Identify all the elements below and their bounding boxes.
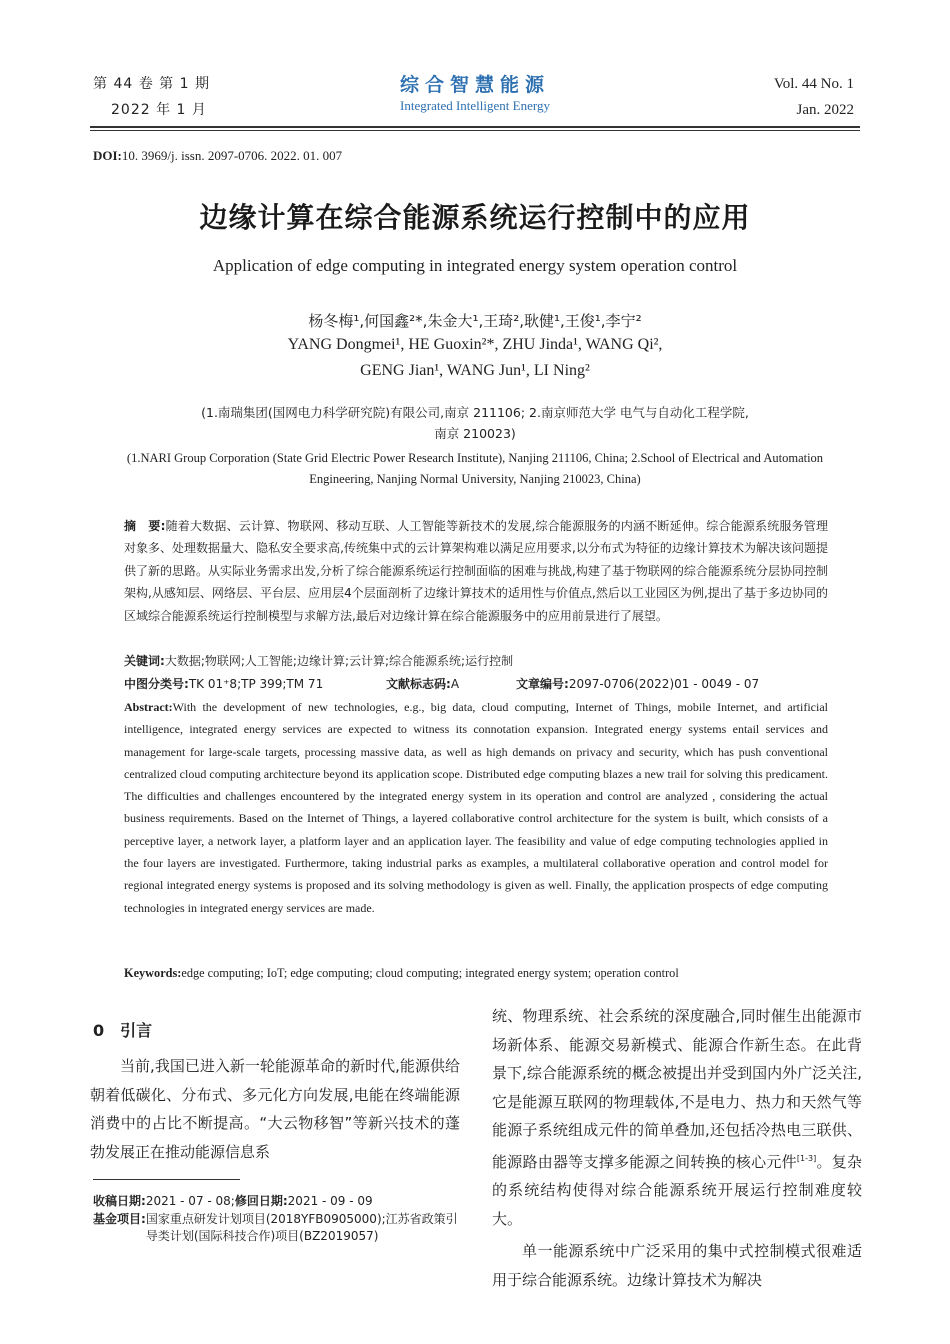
received-date: 2021 - 07 - 08; [145, 1194, 235, 1208]
header-rule-thin [90, 130, 860, 131]
paper-title-cn: 边缘计算在综合能源系统运行控制中的应用 [199, 201, 751, 234]
footnote-divider [93, 1179, 240, 1180]
doc-code-value: A [450, 677, 460, 691]
clc-value: TK 01⁺8;TP 399;TM 71 [188, 677, 324, 691]
revised-date: 2021 - 09 - 09 [287, 1194, 373, 1208]
abstract-cn-label: 摘 要: [124, 519, 166, 533]
affiliation-en: (1.NARI Group Corporation (State Grid Electric Power Research Institute), Nanjing 211106, China; 2.School of Electrical and Automation Engineering, Nanjing Normal University, Nanjing 210023, China) [126, 451, 824, 486]
date-en: Jan. 2022 [796, 102, 854, 118]
para-text-a: 统、物理系统、社会系统的深度融合,同时催生出能源市场新体系、能源交易新模式、能源合作新生态。在此背景下,综合能源系统的概念被提出并受到国内外广泛关注,它是能源互联网的物理载体,不是电力、热力和天然气等能源子系统组成元件的简单叠加,还包括冷热电三联供、能源路由器等支撑多能源之间转换的核心元件 [492, 1007, 862, 1171]
abstract-cn-text: 随着大数据、云计算、物联网、移动互联、人工智能等新技术的发展,综合能源服务的内涵不断延伸。综合能源系统服务管理对象多、处理数据量大、隐私安全要求高,传统集中式的云计算架构难以满足应用要求,以分布式为特征的边缘计算技术为解决该问题提供了新的思路。从实际业务需求出发,分析了综合能源系统运行控制面临的困难与挑战,构建了基于物联网的综合能源系统分层协同控制架构,从感知层、网络层、平台层、应用层4个层面剖析了边缘计算技术的适用性与价值点,然后以工业园区为例,提出了基于多边协同的区域综合能源系统运行控制模型与求解方法,最后对边缘计算在综合能源服务中的应用前景进行了展望。 [124, 519, 828, 623]
volume-issue-en: Vol. 44 No. 1 [773, 76, 854, 92]
journal-volume-cn [93, 71, 210, 123]
keywords-en [124, 966, 679, 981]
classification-line [124, 675, 828, 692]
keywords-cn [124, 652, 513, 669]
abstract-en-text: With the development of new technologies, e.g., big data, cloud computing, Internet of Things, mobile Internet, and artificial intelligence, integrated energy services are expected to witness its connotation expansion. Integrated energy systems entail services and management for large-scale targets, processing massive data, as well as high demands on privacy and security, which has push conventional centralized cloud computing architecture beyond its application scope. Distributed edge computing blazes a new trail for solving this predicament. The difficulties and challenges encountered by the integrated energy system in its operation and control are analyzed , considering the actual business requirements. Based on the Internet of Things, a layered collaborative control architecture for the system is built, which consists of a perceptive layer, a network layer, a platform layer and an application layer. The feasibility and value of edge computing technologies applied in the four layers are investigated. Furthermore, taking industrial parks as examples, a multilateral collaborative operation and control model for regional integrated energy systems is proposed and its solving methodology is given as well. Finally, the application prospects of edge computing technologies in integrated energy services are made. [124, 700, 828, 915]
header-rule-thick [90, 126, 860, 128]
body-paragraph-right-1 [492, 1002, 862, 1233]
abstract-en-label: Abstract: [124, 700, 173, 714]
article-number-value: 2097-0706(2022)01 - 0049 - 07 [568, 677, 760, 691]
section-heading-introduction: 0 引言 [93, 1021, 153, 1040]
abstract-cn [124, 515, 828, 627]
journal-name-cn: 综合智慧能源 [399, 74, 550, 96]
authors-cn: 杨冬梅¹,何国鑫²*,朱金大¹,王琦²,耿健¹,王俊¹,李宁² [308, 312, 642, 330]
fund-value: 国家重点研发计划项目(2018YFB0905000);江苏省政策引导类计划(国际科技合作)项目(BZ2019057) [145, 1211, 458, 1243]
citation-1-3[interactable]: [1-3] [796, 1153, 817, 1163]
journal-logo [300, 70, 650, 114]
date-cn: 2022 年 1 月 [111, 102, 207, 118]
doi-value: 10. 3969/j. issn. 2097-0706. 2022. 01. 007 [121, 148, 343, 163]
volume-issue-cn: 第 44 卷 第 1 期 [93, 76, 210, 92]
affiliation-cn: (1.南瑞集团(国网电力科学研究院)有限公司,南京 211106; 2.南京师范大学 电气与自动化工程学院, 南京 210023) [201, 405, 749, 441]
keywords-en-text: edge computing; IoT; edge computing; cloud computing; integrated energy system; operation control [181, 966, 679, 980]
article-number-label: 文章编号: [516, 677, 569, 691]
doc-code-label: 文献标志码: [386, 677, 451, 691]
doi-line [93, 148, 342, 164]
clc-label: 中图分类号: [124, 677, 189, 691]
journal-name-en: Integrated Intelligent Energy [400, 98, 550, 113]
keywords-cn-label: 关键词: [124, 654, 165, 668]
authors-en-line1: YANG Dongmei¹, HE Guoxin²*, ZHU Jinda¹, WANG Qi², [287, 336, 663, 353]
body-paragraph-right-2: 单一能源系统中广泛采用的集中式控制模式很难适用于综合能源系统。边缘计算技术为解决 [492, 1242, 862, 1289]
body-column-right [492, 1002, 862, 1294]
footnote [93, 1193, 463, 1246]
fund-label: 基金项目: [93, 1211, 146, 1226]
doi-label: DOI: [93, 148, 122, 163]
received-label: 收稿日期: [93, 1194, 146, 1208]
paper-title-en: Application of edge computing in integrated energy system operation control [212, 256, 738, 275]
body-paragraph-left: 当前,我国已进入新一轮能源革命的新时代,能源供给朝着低碳化、分布式、多元化方向发展,电能在终端能源消费中的占比不断提高。“大云物移智”等新兴技术的蓬勃发展正在推动能源信息系 [90, 1057, 460, 1161]
journal-volume-en [774, 71, 854, 123]
keywords-en-label: Keywords: [124, 966, 182, 980]
abstract-en [124, 696, 828, 919]
para-text-b: 。复杂的系统结构使得对综合能源系统开展运行控制难度较大。 [492, 1152, 862, 1228]
authors-en-line2: GENG Jian¹, WANG Jun¹, LI Ning² [360, 362, 590, 379]
keywords-cn-text: 大数据;物联网;人工智能;边缘计算;云计算;综合能源系统;运行控制 [164, 654, 514, 668]
revised-label: 修回日期: [234, 1194, 288, 1208]
